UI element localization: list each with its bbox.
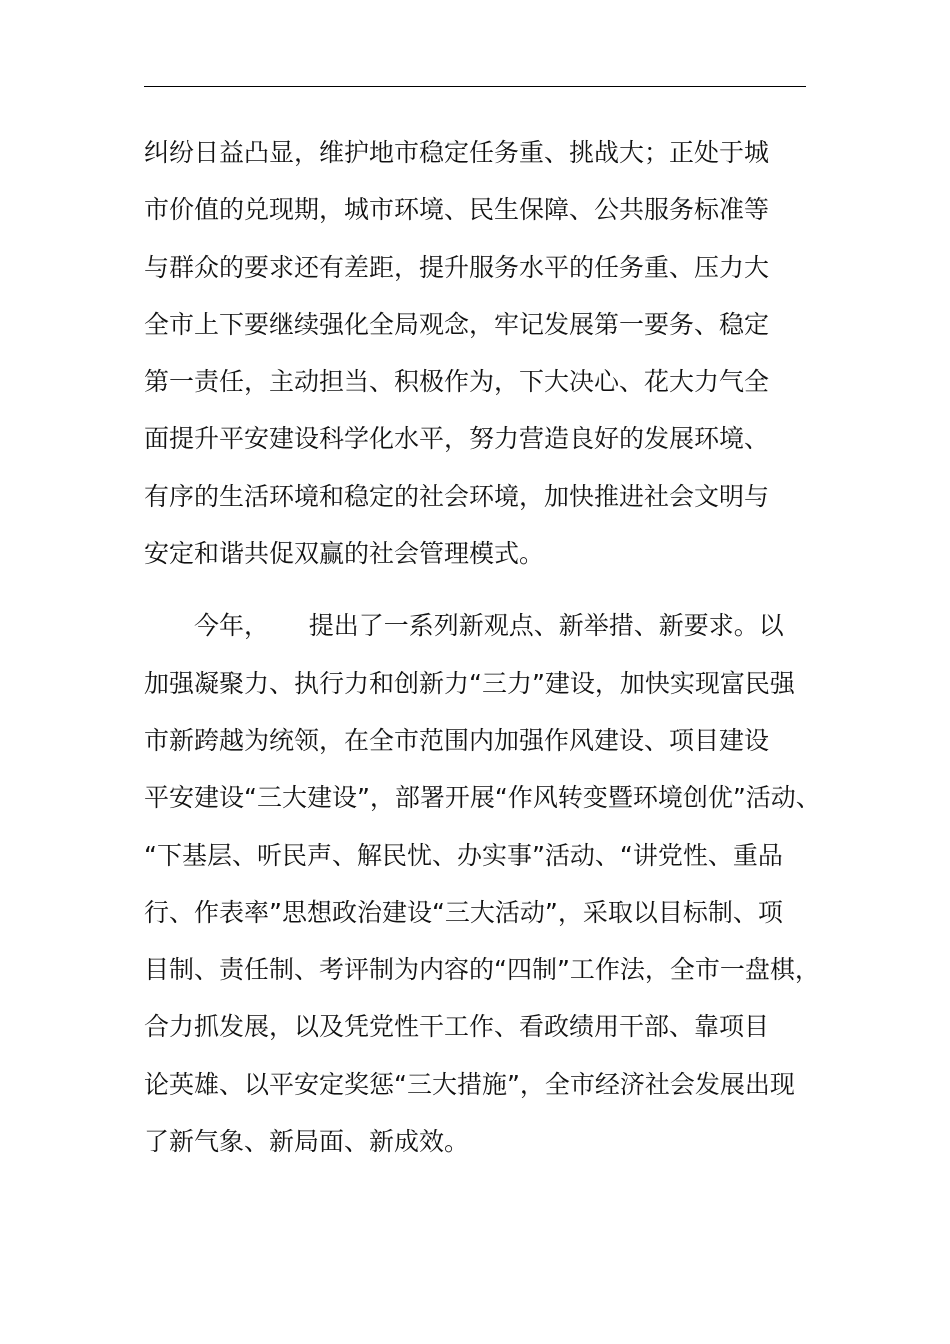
header-rule — [144, 86, 806, 87]
text-line: “下基层、听民声、解民忧、办实事”活动、“讲党性、重品 — [144, 840, 783, 870]
document-body — [144, 124, 844, 1170]
paragraph-1 — [144, 124, 844, 582]
text-line: 安定和谐共促双赢的社会管理模式。 — [144, 539, 545, 569]
text-line: 市新跨越为统领，在全市范围内加强作风建设、项目建设 — [144, 725, 770, 755]
text-line-first: 今年， 提出了一系列新观点、新举措、新要求。以 — [194, 611, 784, 641]
text-line: 面提升平安建设科学化水平，努力营造良好的发展环境、 — [144, 424, 770, 454]
text-line: 有序的生活环境和稳定的社会环境，加快推进社会文明与 — [144, 481, 770, 511]
text-line: 目制、责任制、考评制为内容的“四制”工作法，全市一盘棋， — [144, 955, 820, 985]
text-line: 第一责任，主动担当、积极作为，下大决心、花大力气全 — [144, 367, 770, 397]
text-line: 全市上下要继续强化全局观念，牢记发展第一要务、稳定 — [144, 309, 770, 339]
text-line: 加强凝聚力、执行力和创新力“三力”建设，加快实现富民强 — [144, 668, 795, 698]
text-line: 纠纷日益凸显，维护地市稳定任务重、挑战大；正处于城 — [144, 138, 770, 167]
text-line: 市价值的兑现期，城市环境、民生保障、公共服务标准等 — [144, 195, 770, 225]
paragraph-2 — [144, 597, 844, 1170]
text-line: 平安建设“三大建设”，部署开展“作风转变暨环境创优”活动、 — [144, 783, 821, 813]
text-line: 行、作表率”思想政治建设“三大活动”，采取以目标制、项 — [144, 897, 783, 927]
text-line: 论英雄、以平安定奖惩“三大措施”，全市经济社会发展出现 — [144, 1069, 795, 1099]
paragraph-spacer — [144, 582, 844, 597]
text-line: 合力抓发展，以及凭党性干工作、看政绩用干部、靠项目 — [144, 1012, 770, 1042]
text-line: 与群众的要求还有差距，提升服务水平的任务重、压力大 — [144, 252, 770, 282]
text-line: 了新气象、新局面、新成效。 — [144, 1127, 470, 1157]
